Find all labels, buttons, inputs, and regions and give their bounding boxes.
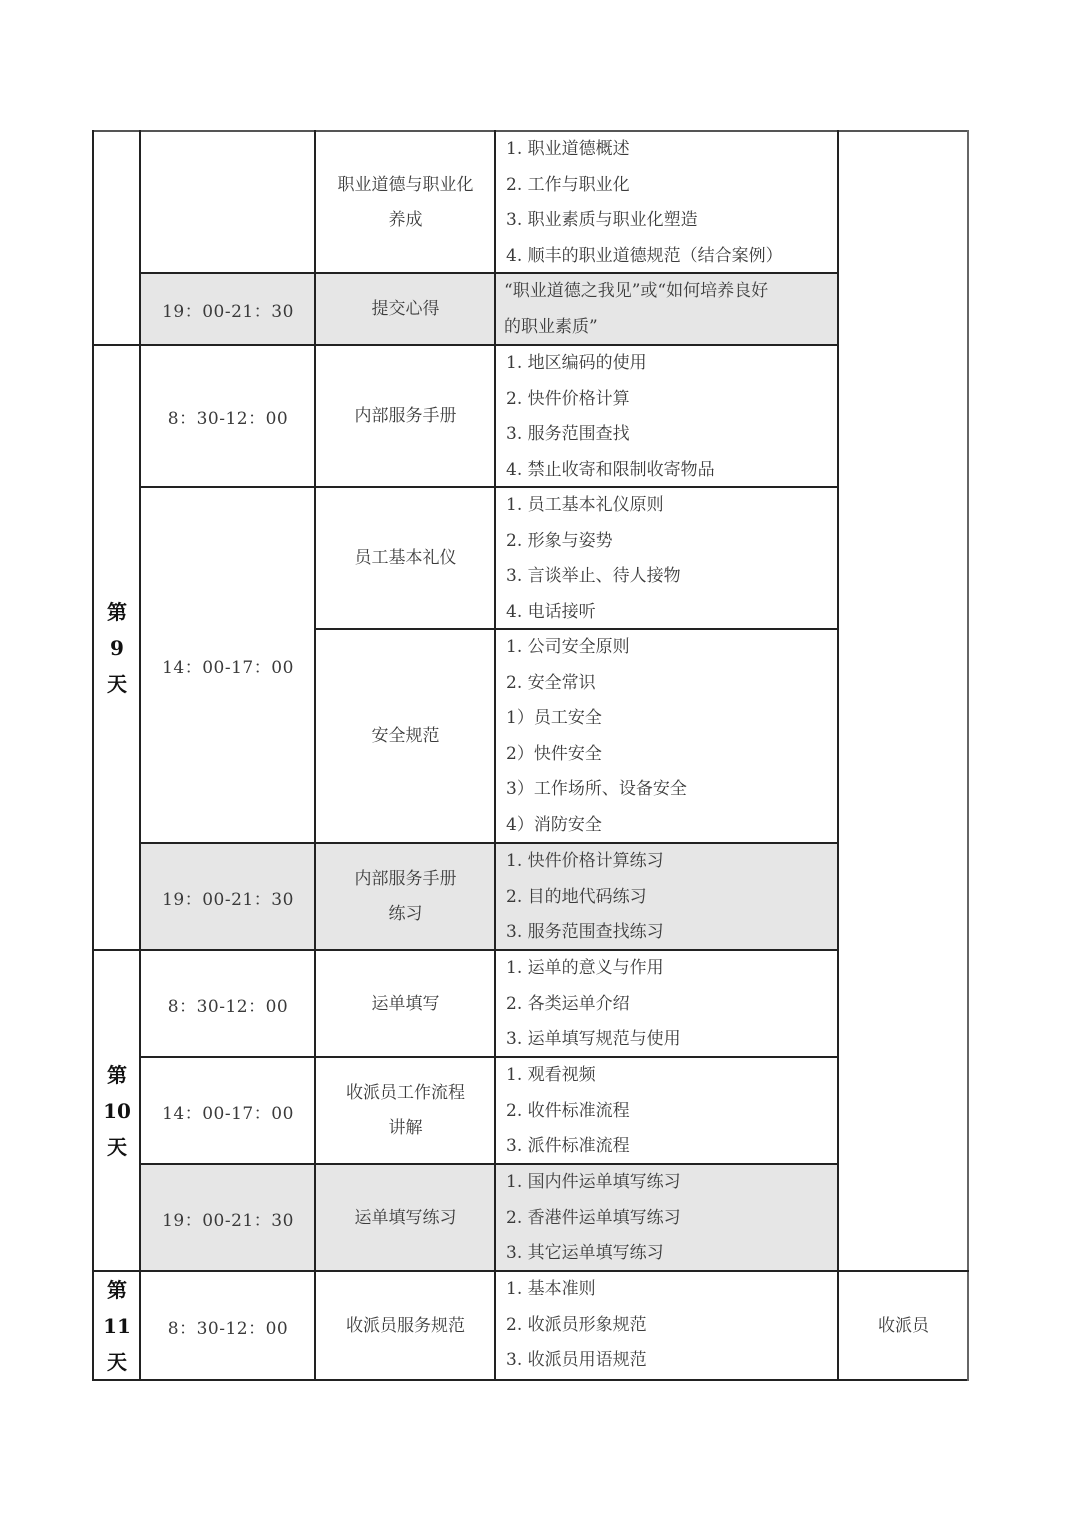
content-item: 的职业素质” — [504, 316, 598, 337]
border-line — [92, 344, 839, 346]
border-line — [139, 486, 839, 488]
border-line — [139, 130, 141, 1381]
topic-cell: 提交心得 — [371, 299, 440, 319]
topic-cell: 员工基本礼仪 — [354, 548, 457, 568]
content-item: 3. 其它运单填写练习 — [506, 1243, 664, 1263]
content-item: 4. 电话接听 — [506, 601, 596, 622]
content-item: 4. 顺丰的职业道德规范（结合案例） — [506, 245, 783, 266]
topic-cell: 运单填写 — [371, 993, 440, 1014]
topic-cell: 内部服务手册 — [354, 406, 457, 426]
content-item: 2. 目的地代码练习 — [506, 886, 647, 907]
content-item: 1. 公司安全原则 — [506, 637, 630, 657]
content-item: 3. 派件标准流程 — [506, 1136, 630, 1156]
day-label-9: 第 9 天 — [107, 600, 127, 696]
content-item: 2）快件安全 — [506, 743, 602, 764]
day-label-11: 第 11 天 — [103, 1278, 131, 1374]
content-item: 2. 安全常识 — [506, 672, 596, 693]
time-cell: 8：30-12：00 — [167, 996, 289, 1017]
content-item: 3. 职业素质与职业化塑造 — [506, 210, 698, 230]
time-cell: 14：00-17：00 — [162, 1103, 294, 1124]
content-cell — [496, 1272, 838, 1380]
content-item: 2. 形象与姿势 — [506, 530, 613, 551]
topic-cell: 收派员工作流程 讲解 — [346, 1083, 465, 1138]
border-line — [92, 1270, 969, 1272]
content-item: 3. 运单填写规范与使用 — [506, 1029, 681, 1049]
content-cell — [496, 346, 838, 487]
content-item: 3. 收派员用语规范 — [506, 1350, 647, 1370]
border-line — [139, 1163, 839, 1165]
border-line — [92, 130, 94, 1381]
content-item: 1. 运单的意义与作用 — [506, 958, 664, 978]
day-label-10: 第 10 天 — [103, 1063, 131, 1159]
topic-cell: 内部服务手册 练习 — [354, 869, 457, 924]
topic-cell-professional-ethics: 职业道德与职业化 养成 — [337, 174, 474, 230]
border-line — [494, 130, 496, 1381]
time-cell: 8：30-12：00 — [167, 1318, 289, 1339]
content-cell — [496, 630, 838, 843]
content-cell-professional-ethics — [496, 132, 838, 273]
content-item: 3. 服务范围查找练习 — [506, 922, 664, 942]
topic-cell: 安全规范 — [371, 726, 440, 746]
content-item: 4. 禁止收寄和限制收寄物品 — [506, 459, 715, 480]
audience-cell: 收派员 — [878, 1315, 929, 1336]
content-cell — [496, 488, 838, 629]
content-item: 1）员工安全 — [506, 708, 602, 728]
border-line — [139, 842, 839, 844]
content-item: 1. 快件价格计算练习 — [506, 851, 664, 871]
content-item: 2. 快件价格计算 — [506, 388, 630, 409]
content-item: 4）消防安全 — [506, 814, 602, 835]
border-line — [92, 949, 839, 951]
content-cell — [496, 274, 838, 345]
content-cell — [496, 1165, 838, 1271]
border-line — [139, 272, 839, 274]
content-item: 1. 基本准则 — [506, 1279, 596, 1299]
border-line — [967, 130, 969, 1381]
time-cell: 19：00-21：30 — [162, 302, 294, 322]
content-cell — [496, 844, 838, 950]
content-item: 3. 服务范围查找 — [506, 424, 630, 444]
content-item: 2. 香港件运单填写练习 — [506, 1207, 681, 1228]
content-item: 2. 工作与职业化 — [506, 174, 630, 195]
content-item: 1. 职业道德概述 — [506, 139, 630, 159]
content-cell — [496, 1058, 838, 1164]
content-item: 1. 地区编码的使用 — [506, 353, 647, 373]
border-line — [314, 628, 839, 630]
content-item: “职业道德之我见”或“如何培养良好 — [504, 281, 769, 301]
content-item: 1. 观看视频 — [506, 1065, 596, 1085]
time-cell: 19：00-21：30 — [162, 889, 294, 910]
content-cell — [496, 951, 838, 1057]
border-line — [139, 1056, 839, 1058]
content-item: 1. 国内件运单填写练习 — [506, 1172, 681, 1192]
content-item: 2. 各类运单介绍 — [506, 993, 630, 1014]
content-item: 3）工作场所、设备安全 — [506, 779, 687, 799]
content-item: 1. 员工基本礼仪原则 — [506, 495, 664, 515]
time-cell: 19：00-21：30 — [162, 1210, 294, 1231]
content-item: 2. 收件标准流程 — [506, 1100, 630, 1121]
time-cell: 14：00-17：00 — [162, 658, 294, 678]
topic-cell: 收派员服务规范 — [346, 1315, 465, 1336]
topic-cell: 运单填写练习 — [354, 1207, 457, 1228]
content-item: 2. 收派员形象规范 — [506, 1314, 647, 1335]
border-line — [314, 130, 316, 1381]
content-item: 3. 言谈举止、待人接物 — [506, 566, 681, 586]
time-cell: 8：30-12：00 — [167, 409, 289, 429]
border-line — [837, 130, 839, 1381]
